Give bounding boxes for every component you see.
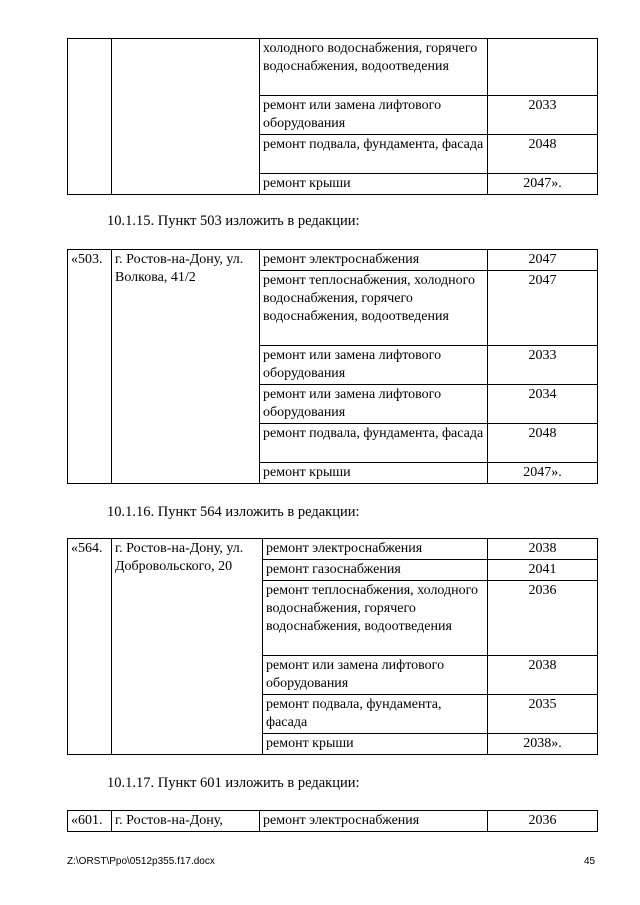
table-row: [68, 811, 598, 832]
year-cell: 2047: [488, 271, 598, 346]
year-cell: 2047».: [488, 463, 598, 484]
year-cell: 2033: [488, 346, 598, 385]
section-heading-10-1-15: 10.1.15. Пункт 503 изложить в редакции:: [107, 213, 360, 229]
address-cell: г. Ростов-на-Дону, ул. Волкова, 41/2: [112, 250, 260, 484]
year-cell: 2041: [488, 560, 598, 581]
item-503-table: [67, 249, 598, 484]
work-type-cell: ремонт крыши: [260, 463, 488, 484]
table-row: [68, 39, 598, 96]
work-type-cell: ремонт электроснабжения: [263, 539, 488, 560]
work-type-cell: ремонт электроснабжения: [260, 811, 488, 832]
table-row: [68, 250, 598, 271]
work-type-cell: ремонт крыши: [260, 174, 488, 195]
table-row: [68, 539, 598, 560]
work-type-cell: ремонт подвала, фундамента, фасада: [260, 424, 488, 463]
continuation-table: [67, 38, 598, 195]
address-cell: г. Ростов-на-Дону, ул. Добровольского, 20: [112, 539, 263, 755]
work-type-cell: ремонт электроснабжения: [260, 250, 488, 271]
address-cell: г. Ростов-на-Дону,: [112, 811, 260, 832]
year-cell: 2047: [488, 250, 598, 271]
year-cell: [488, 39, 598, 96]
year-cell: 2038: [488, 656, 598, 695]
year-cell: 2034: [488, 385, 598, 424]
work-type-cell: ремонт подвала, фундамента, фасада: [263, 695, 488, 734]
item-number-cell: «564.: [68, 539, 112, 755]
item-number-cell: «503.: [68, 250, 112, 484]
work-type-cell: ремонт теплоснабжения, холодного водоснабжения, горячего водоснабжения, водоотведения: [260, 271, 488, 346]
page-number: 45: [584, 856, 596, 867]
work-type-cell: ремонт крыши: [263, 734, 488, 755]
item-564-table: [67, 538, 598, 755]
year-cell: 2035: [488, 695, 598, 734]
work-type-cell: ремонт теплоснабжения, холодного водоснабжения, горячего водоснабжения, водоотведения: [263, 581, 488, 656]
work-type-cell: ремонт подвала, фундамента, фасада: [260, 135, 488, 174]
work-type-cell: ремонт или замена лифтового оборудования: [260, 346, 488, 385]
item-601-table: [67, 810, 598, 832]
footer-file-path: Z:\ORST\Ppo\0512p355.f17.docx: [67, 856, 215, 867]
year-cell: 2048: [488, 135, 598, 174]
year-cell: 2038: [488, 539, 598, 560]
year-cell: 2036: [488, 581, 598, 656]
year-cell: 2036: [488, 811, 598, 832]
work-type-cell: ремонт или замена лифтового оборудования: [263, 656, 488, 695]
work-type-cell: холодного водоснабжения, горячего водоснабжения, водоотведения: [260, 39, 488, 96]
year-cell: 2048: [488, 424, 598, 463]
item-number-cell: «601.: [68, 811, 112, 832]
address-cell: [112, 39, 260, 195]
year-cell: 2033: [488, 96, 598, 135]
item-number-cell: [68, 39, 112, 195]
year-cell: 2038».: [488, 734, 598, 755]
section-heading-10-1-16: 10.1.16. Пункт 564 изложить в редакции:: [107, 504, 360, 520]
work-type-cell: ремонт или замена лифтового оборудования: [260, 96, 488, 135]
section-heading-10-1-17: 10.1.17. Пункт 601 изложить в редакции:: [107, 775, 360, 791]
work-type-cell: ремонт или замена лифтового оборудования: [260, 385, 488, 424]
year-cell: 2047».: [488, 174, 598, 195]
work-type-cell: ремонт газоснабжения: [263, 560, 488, 581]
